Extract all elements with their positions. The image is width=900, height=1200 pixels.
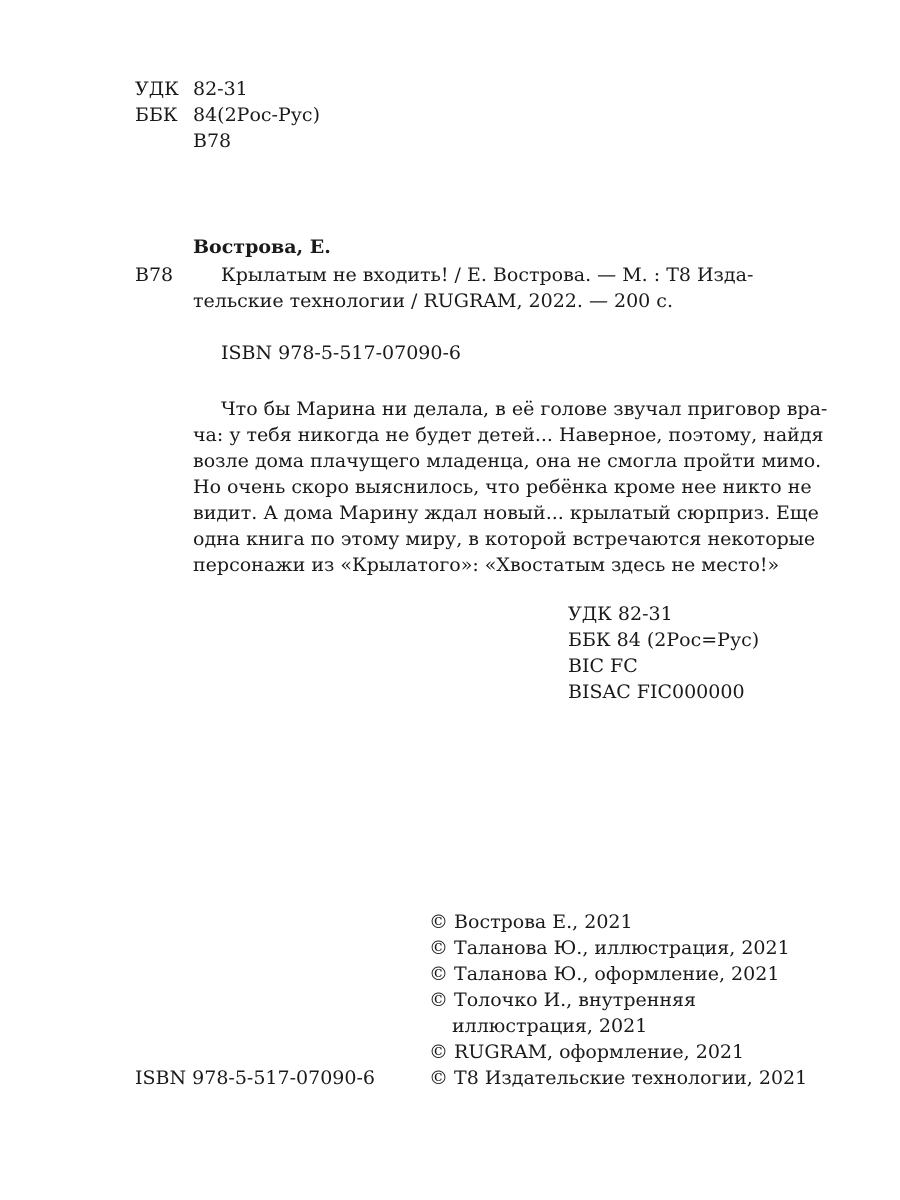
- copyright-line: © Вострова Е., 2021: [429, 911, 633, 933]
- annotation-line: видит. А дома Марину ждал новый... крылатый сюрприз. Еще: [193, 502, 819, 524]
- annotation-line: возле дома плачущего младенца, она не смогла пройти мимо.: [193, 450, 822, 472]
- copyright-line: © Таланова Ю., оформление, 2021: [429, 963, 780, 985]
- copyright-block: [429, 909, 807, 1091]
- udk-value: 82-31: [193, 78, 248, 100]
- catalog-author: Вострова, Е.: [193, 236, 331, 258]
- catalog-entry-line1: Крылатым не входить! / Е. Вострова. — М. : Т8 Изда-: [221, 264, 754, 286]
- author-mark-row: [135, 128, 320, 154]
- classification-bisac: BISAC FIC000000: [568, 681, 745, 703]
- annotation-line: Но очень скоро выяснилось, что ребёнка кроме нее никто не: [193, 476, 812, 498]
- annotation: [193, 396, 827, 578]
- classification-bbk: ББК 84 (2Рос=Рус): [568, 629, 760, 651]
- annotation-line: одна книга по этому миру, в которой встречаются некоторые: [193, 528, 816, 550]
- classification-block: [568, 601, 759, 705]
- catalog-isbn: ISBN 978-5-517-07090-6: [221, 342, 461, 364]
- bbk-label: ББК: [135, 104, 178, 126]
- annotation-line: персонажи из «Крылатого»: «Хвостатым здесь не место!»: [193, 554, 780, 576]
- catalog-entry-line2: тельские технологии / RUGRAM, 2022. — 200 с.: [193, 290, 673, 312]
- copyright-line: © RUGRAM, оформление, 2021: [429, 1041, 745, 1063]
- copyright-line-continued: иллюстрация, 2021: [452, 1015, 648, 1037]
- copyright-line: © Толочко И., внутренняя: [429, 989, 697, 1011]
- bottom-isbn: ISBN 978-5-517-07090-6: [135, 1067, 375, 1089]
- copyright-line: © Т8 Издательские технологии, 2021: [429, 1067, 808, 1089]
- bbk-value: 84(2Рос-Рус): [193, 104, 320, 126]
- annotation-line: Что бы Марина ни делала, в её голове звучал приговор вра-: [221, 398, 828, 420]
- author-mark: В78: [193, 130, 232, 152]
- udk-row: [135, 76, 320, 102]
- classification-udk: УДК 82-31: [568, 603, 673, 625]
- catalog-mark: В78: [135, 264, 174, 286]
- classification-bic: BIC FC: [568, 655, 638, 677]
- annotation-line: ча: у тебя никогда не будет детей... Наверное, поэтому, найдя: [193, 424, 824, 446]
- bbk-row: [135, 102, 320, 128]
- udk-label: УДК: [135, 78, 179, 100]
- copyright-line: © Таланова Ю., иллюстрация, 2021: [429, 937, 790, 959]
- header-codes: [135, 76, 320, 154]
